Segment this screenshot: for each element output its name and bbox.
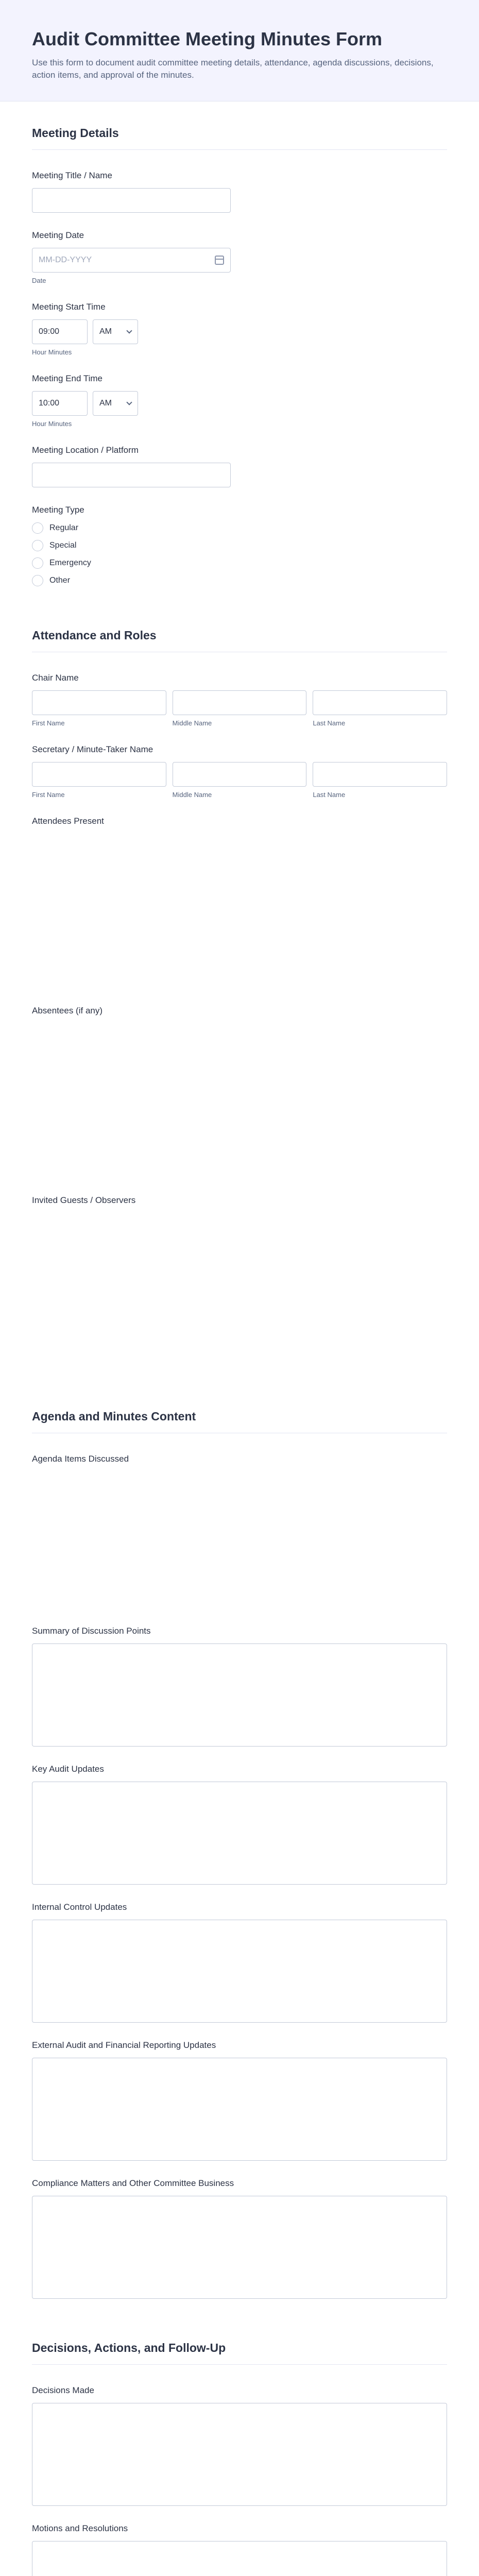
decisions-made-field — [32, 2385, 447, 2506]
meeting-date-sublabel: Date — [32, 277, 46, 284]
absentees-area[interactable] — [32, 1023, 447, 1178]
secretary-name-label: Secretary / Minute-Taker Name — [32, 744, 153, 754]
audit-updates-field — [32, 1764, 447, 1885]
audit-updates-label: Key Audit Updates — [32, 1764, 104, 1774]
decisions-made-label: Decisions Made — [32, 2385, 94, 2395]
guests-field — [32, 1195, 447, 1367]
meeting-type-field — [32, 505, 447, 586]
start-ampm-value: AM — [99, 327, 112, 336]
motions-label: Motions and Resolutions — [32, 2523, 128, 2533]
meeting-type-option[interactable] — [32, 522, 447, 534]
absentees-label: Absentees (if any) — [32, 1006, 103, 1015]
secretary-last-input[interactable] — [313, 762, 447, 787]
location-input[interactable] — [32, 463, 231, 487]
start-time-sublabel: Hour Minutes — [32, 348, 72, 356]
end-time-label: Meeting End Time — [32, 374, 103, 383]
start-time-field — [32, 302, 447, 356]
internal-control-label: Internal Control Updates — [32, 1902, 127, 1912]
start-time-input[interactable]: 09:00 — [32, 319, 88, 344]
summary-textarea[interactable] — [32, 1643, 447, 1747]
chair-middle-input[interactable] — [173, 690, 307, 715]
motions-field — [32, 2523, 447, 2576]
compliance-label: Compliance Matters and Other Committee Business — [32, 2178, 234, 2188]
meeting-type-option[interactable] — [32, 557, 447, 569]
option-label: Emergency — [49, 558, 91, 567]
meeting-date-input[interactable] — [32, 248, 231, 273]
section-agenda: Agenda and Minutes Content — [32, 1385, 447, 1433]
location-label: Meeting Location / Platform — [32, 445, 139, 455]
meeting-date-field — [32, 230, 447, 284]
last-name-sublabel: Last Name — [313, 791, 346, 799]
chair-name-label: Chair Name — [32, 673, 79, 683]
internal-control-field — [32, 1902, 447, 2023]
radio-button[interactable] — [32, 575, 43, 586]
guests-label: Invited Guests / Observers — [32, 1195, 136, 1205]
agenda-items-label: Agenda Items Discussed — [32, 1454, 129, 1464]
agenda-items-area[interactable] — [32, 1471, 447, 1608]
audit-updates-textarea[interactable] — [32, 1782, 447, 1885]
decisions-made-textarea[interactable] — [32, 2403, 447, 2506]
summary-field — [32, 1626, 447, 1747]
end-time-field — [32, 374, 447, 428]
summary-label: Summary of Discussion Points — [32, 1626, 151, 1636]
external-audit-textarea[interactable] — [32, 2058, 447, 2161]
chair-name-field — [32, 673, 447, 727]
radio-button[interactable] — [32, 557, 43, 569]
meeting-title-input[interactable] — [32, 188, 231, 213]
chevron-down-icon — [126, 399, 132, 405]
meeting-date-placeholder: MM-DD-YYYY — [39, 256, 92, 264]
meeting-type-label: Meeting Type — [32, 505, 84, 515]
form-title: Audit Committee Meeting Minutes Form — [32, 28, 383, 49]
end-time-sublabel: Hour Minutes — [32, 420, 72, 428]
meeting-title-field — [32, 171, 447, 213]
meeting-type-option[interactable] — [32, 575, 447, 586]
meeting-type-option[interactable] — [32, 540, 447, 551]
start-time-label: Meeting Start Time — [32, 302, 106, 312]
external-audit-field — [32, 2040, 447, 2161]
radio-button[interactable] — [32, 540, 43, 551]
section-attendance: Attendance and Roles — [32, 604, 447, 652]
compliance-textarea[interactable] — [32, 2196, 447, 2299]
chair-last-input[interactable] — [313, 690, 447, 715]
first-name-sublabel: First Name — [32, 791, 65, 799]
option-label: Regular — [49, 523, 79, 532]
chair-first-input[interactable] — [32, 690, 166, 715]
middle-name-sublabel: Middle Name — [172, 791, 212, 799]
calendar-icon[interactable] — [215, 256, 224, 265]
attendees-present-field — [32, 816, 447, 988]
middle-name-sublabel: Middle Name — [172, 719, 212, 727]
attendees-present-area[interactable] — [32, 834, 447, 988]
compliance-field — [32, 2178, 447, 2299]
meeting-title-label: Meeting Title / Name — [32, 171, 112, 180]
meeting-date-label: Meeting Date — [32, 230, 84, 240]
motions-textarea[interactable] — [32, 2541, 447, 2576]
start-ampm-select[interactable] — [93, 319, 138, 344]
external-audit-label: External Audit and Financial Reporting Updates — [32, 2040, 216, 2050]
form-body — [0, 101, 479, 2576]
end-time-input[interactable]: 10:00 — [32, 391, 88, 416]
secretary-first-input[interactable] — [32, 762, 166, 787]
last-name-sublabel: Last Name — [313, 719, 346, 727]
section-decisions: Decisions, Actions, and Follow-Up — [32, 2316, 447, 2365]
section-meeting-details: Meeting Details — [32, 101, 447, 150]
absentees-field — [32, 1006, 447, 1178]
location-field — [32, 445, 447, 487]
internal-control-textarea[interactable] — [32, 1920, 447, 2023]
secretary-middle-input[interactable] — [173, 762, 307, 787]
option-label: Other — [49, 576, 71, 585]
end-ampm-select[interactable] — [93, 391, 138, 416]
secretary-name-field — [32, 744, 447, 799]
end-ampm-value: AM — [99, 399, 112, 408]
radio-button[interactable] — [32, 522, 43, 534]
form-description: Use this form to document audit committee meeting details, attendance, agenda discussions, decisions, action items, and approval of the minutes. — [32, 58, 434, 80]
guests-area[interactable] — [32, 1213, 447, 1367]
attendees-present-label: Attendees Present — [32, 816, 104, 826]
chevron-down-icon — [126, 328, 132, 333]
option-label: Special — [49, 541, 77, 550]
agenda-items-field — [32, 1454, 447, 1608]
form-header — [0, 0, 479, 101]
first-name-sublabel: First Name — [32, 719, 65, 727]
